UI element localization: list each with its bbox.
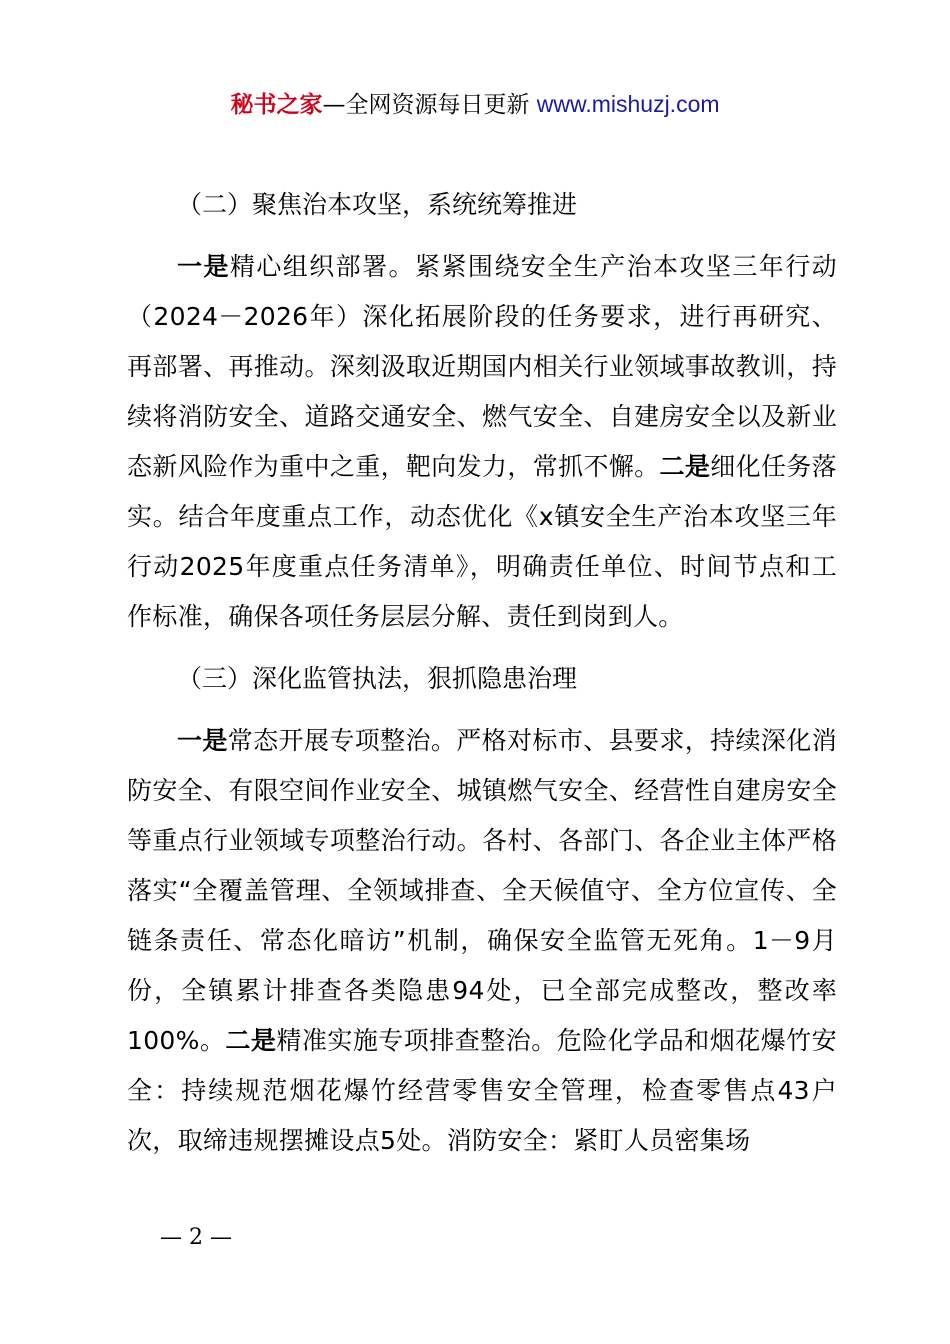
lead-two-label: 二是 — [225, 1026, 277, 1055]
paragraph-text: 常态开展专项整治。严格对标市、县要求，持续深化消防安全、有限空间作业安全、城镇燃气安全、经营性自建房安全等重点行业领域专项整治行动。各村、各部门、各企业主体严格落实“全覆盖管理、全领域排查、全天候值守、全方位宣传、全链条责任、常态化暗访”机制，确保安全监管无死角。1－9月份，全镇累计排查各类隐患94处，已全部完成整改，整改率100%。 — [127, 726, 837, 1055]
site-header — [0, 86, 950, 123]
paragraph-text: 精准实施专项排查整治。危险化学品和烟花爆竹安全：持续规范烟花爆竹经营零售安全管理，检查零售点43户次，取缔违规摆摊设点5处。消防安全：紧盯人员密集场 — [127, 1026, 837, 1155]
site-url-link[interactable]: www.mishuzj.com — [536, 91, 720, 117]
lead-two-label: 二是 — [659, 452, 711, 481]
document-body — [127, 180, 837, 1166]
lead-one-label: 一是 — [177, 252, 230, 281]
section-two-paragraph — [127, 242, 837, 642]
page-number: — 2 — — [160, 1225, 232, 1250]
site-tagline: —全网资源每日更新 — [322, 92, 530, 118]
lead-one-label: 一是 — [177, 726, 228, 755]
section-two-heading: （二）聚焦治本攻坚，系统统筹推进 — [177, 190, 578, 219]
section-three-paragraph — [127, 716, 837, 1166]
site-brand: 秘书之家 — [230, 92, 323, 118]
section-three-heading: （三）深化监管执法，狠抓隐患治理 — [177, 664, 578, 693]
paragraph-text: 精心组织部署。紧紧围绕安全生产治本攻坚三年行动（2024－2026年）深化拓展阶段的任务要求，进行再研究、再部署、再推动。深刻汲取近期国内相关行业领域事故教训，持续将消防安全、道路交通安全、燃气安全、自建房安全以及新业态新风险作为重中之重，靶向发力，常抓不懈。 — [127, 252, 837, 481]
paragraph-text: 细化任务落实。结合年度重点工作，动态优化《x镇安全生产治本攻坚三年行动2025年度重点任务清单》，明确责任单位、时间节点和工作标准，确保各项任务层层分解、责任到岗到人。 — [127, 452, 837, 631]
